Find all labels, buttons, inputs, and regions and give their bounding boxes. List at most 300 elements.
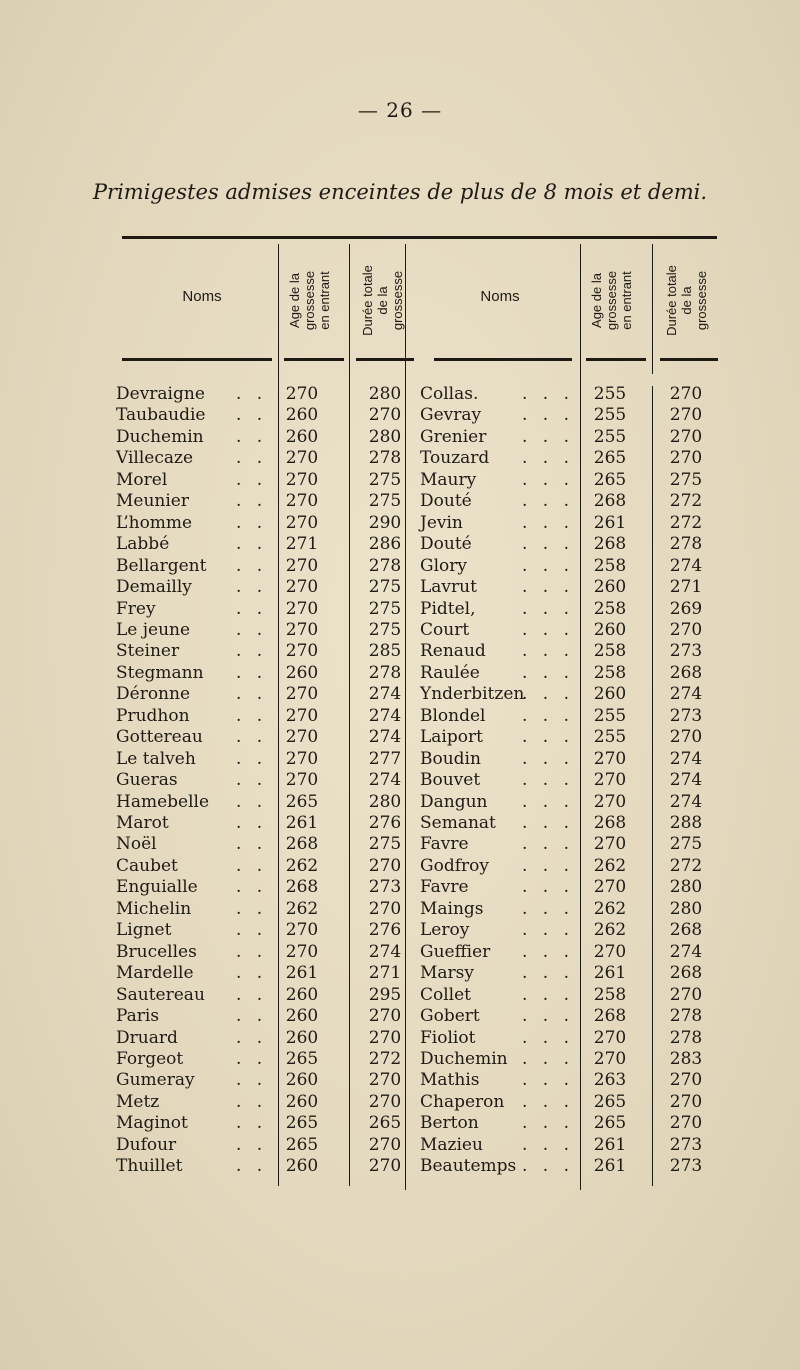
right-name-cell: Berton: [420, 1113, 479, 1134]
right-name-cell: Gevray: [420, 405, 482, 426]
left-duree-cell: 270: [368, 1006, 402, 1027]
left-age-cell: 260: [285, 984, 319, 1005]
left-duree-cell: 274: [368, 727, 402, 748]
header-age-left: Age de la grossesse en entrant: [287, 270, 333, 330]
left-name-cell: Thuillet: [116, 1156, 183, 1177]
leader-dots: . . .: [522, 619, 575, 640]
left-age-cell: 270: [285, 705, 319, 726]
left-age-cell: 270: [285, 727, 319, 748]
right-name-cell: Favre: [420, 877, 469, 898]
leader-dots: . . .: [522, 898, 575, 919]
left-duree-cell: 274: [368, 684, 402, 705]
header-noms-left: Noms: [182, 288, 222, 305]
left-duree-cell: 295: [368, 984, 402, 1005]
left-name-cell: Gueras: [116, 770, 178, 791]
left-age-cell: 270: [285, 491, 319, 512]
table-row: [0, 491, 800, 512]
right-duree-cell: 278: [669, 534, 703, 555]
leader-dots: . . .: [522, 684, 575, 705]
left-duree-cell: 275: [368, 577, 402, 598]
leader-dots: . . .: [522, 405, 575, 426]
table-row: [0, 513, 800, 534]
right-duree-cell: 272: [669, 491, 703, 512]
leader-dots: . . .: [522, 534, 575, 555]
leader-dots: . .: [236, 534, 268, 555]
left-name-cell: Labbé: [116, 534, 170, 555]
right-age-cell: 258: [593, 555, 627, 576]
leader-dots: . . .: [522, 426, 575, 447]
left-name-cell: Forgeot: [116, 1048, 184, 1069]
left-name-cell: Paris: [116, 1006, 160, 1027]
right-age-cell: 261: [593, 512, 627, 533]
left-name-cell: Devraigne: [116, 384, 205, 404]
right-duree-cell: 272: [669, 512, 703, 533]
right-duree-cell: 274: [669, 941, 703, 962]
leader-dots: . . .: [522, 491, 575, 512]
table-row: [0, 856, 800, 877]
table-row: [0, 684, 800, 705]
left-duree-cell: 275: [368, 598, 402, 619]
right-name-cell: Laiport: [420, 727, 483, 748]
right-name-cell: Fioliot: [420, 1027, 476, 1048]
right-name-cell: Mathis: [420, 1070, 480, 1091]
left-duree-cell: 274: [368, 941, 402, 962]
left-duree-cell: 270: [368, 1091, 402, 1112]
right-age-cell: 265: [593, 1113, 627, 1134]
table-row: [0, 899, 800, 920]
left-name-cell: Stegmann: [116, 662, 204, 683]
table-row: [0, 813, 800, 834]
left-duree-cell: 274: [368, 770, 402, 791]
right-duree-cell: 274: [669, 555, 703, 576]
left-duree-cell: 275: [368, 469, 402, 490]
left-duree-cell: 275: [368, 834, 402, 855]
leader-dots: . . .: [522, 877, 575, 898]
header-duree-right: Durée totale de la grossesse: [663, 264, 709, 336]
leader-dots: . . .: [522, 770, 575, 791]
right-age-cell: 260: [593, 577, 627, 598]
left-name-cell: Duchemin: [116, 426, 204, 447]
leader-dots: . .: [236, 684, 268, 705]
left-age-cell: 270: [285, 941, 319, 962]
left-name-cell: Druard: [116, 1027, 178, 1048]
right-name-cell: Gobert: [420, 1006, 480, 1027]
leader-dots: . . .: [522, 834, 575, 855]
table-row: [0, 963, 800, 984]
left-age-cell: 260: [285, 426, 319, 447]
leader-dots: . .: [236, 1091, 268, 1112]
table-row: [0, 985, 800, 1006]
left-age-cell: 262: [285, 855, 319, 876]
right-duree-cell: 272: [669, 855, 703, 876]
table-row: [0, 920, 800, 941]
table-row: [0, 1028, 800, 1049]
right-duree-cell: 273: [669, 1134, 703, 1155]
right-name-cell: Douté: [420, 491, 472, 512]
leader-dots: . .: [236, 405, 268, 426]
right-name-cell: Grenier: [420, 426, 487, 447]
leader-dots: . . .: [522, 469, 575, 490]
right-duree-cell: 270: [669, 384, 703, 404]
right-age-cell: 270: [593, 941, 627, 962]
leader-dots: . .: [236, 963, 268, 984]
table-row: [0, 1135, 800, 1156]
left-duree-cell: 277: [368, 748, 402, 769]
left-name-cell: Michelin: [116, 898, 192, 919]
leader-dots: . . .: [522, 512, 575, 533]
left-age-cell: 265: [285, 1134, 319, 1155]
leader-dots: . .: [236, 770, 268, 791]
table-row: [0, 599, 800, 620]
table-row: [0, 792, 800, 813]
leader-dots: . . .: [522, 1156, 575, 1177]
right-name-cell: Blondel: [420, 705, 486, 726]
page-title: Primigestes admises enceintes de plus de 8 mois et demi.: [92, 180, 708, 204]
left-age-cell: 270: [285, 555, 319, 576]
right-age-cell: 263: [593, 1070, 627, 1091]
left-age-cell: 260: [285, 1027, 319, 1048]
right-age-cell: 268: [593, 491, 627, 512]
right-duree-cell: 273: [669, 641, 703, 662]
left-duree-cell: 270: [368, 1134, 402, 1155]
table-row: [0, 556, 800, 577]
left-name-cell: Mardelle: [116, 963, 194, 984]
leader-dots: . . .: [522, 1113, 575, 1134]
leader-dots: . . .: [522, 448, 575, 469]
right-duree-cell: 270: [669, 448, 703, 469]
left-duree-cell: 290: [368, 512, 402, 533]
table-row: [0, 405, 800, 426]
left-age-cell: 262: [285, 898, 319, 919]
header-rule: [284, 358, 344, 361]
left-name-cell: L’homme: [116, 512, 193, 533]
right-duree-cell: 283: [669, 1048, 703, 1069]
right-age-cell: 255: [593, 384, 627, 404]
left-age-cell: 268: [285, 877, 319, 898]
right-name-cell: Court: [420, 619, 470, 640]
leader-dots: . . .: [522, 641, 575, 662]
left-age-cell: 270: [285, 598, 319, 619]
leader-dots: . .: [236, 598, 268, 619]
right-duree-cell: 270: [669, 727, 703, 748]
leader-dots: . .: [236, 834, 268, 855]
left-age-cell: 270: [285, 619, 319, 640]
right-duree-cell: 274: [669, 770, 703, 791]
leader-dots: . . .: [522, 1048, 575, 1069]
right-duree-cell: 268: [669, 963, 703, 984]
table-top-rule: [122, 236, 717, 239]
right-name-cell: Gueffier: [420, 941, 491, 962]
left-duree-cell: 280: [368, 791, 402, 812]
left-age-cell: 270: [285, 448, 319, 469]
table-row: [0, 770, 800, 791]
left-duree-cell: 270: [368, 1027, 402, 1048]
right-duree-cell: 278: [669, 1006, 703, 1027]
left-age-cell: 270: [285, 512, 319, 533]
left-name-cell: Le jeune: [116, 619, 191, 640]
left-age-cell: 260: [285, 662, 319, 683]
left-name-cell: Lignet: [116, 920, 172, 941]
leader-dots: . .: [236, 855, 268, 876]
leader-dots: . . .: [522, 963, 575, 984]
right-duree-cell: 270: [669, 619, 703, 640]
right-duree-cell: 274: [669, 684, 703, 705]
left-name-cell: Demailly: [116, 577, 192, 598]
right-duree-cell: 274: [669, 791, 703, 812]
table-row: [0, 942, 800, 963]
table-row: [0, 1113, 800, 1134]
right-duree-cell: 270: [669, 984, 703, 1005]
leader-dots: . .: [236, 491, 268, 512]
right-age-cell: 270: [593, 1048, 627, 1069]
right-duree-cell: 278: [669, 1027, 703, 1048]
right-duree-cell: 270: [669, 1070, 703, 1091]
right-name-cell: Pidtel,: [420, 598, 476, 619]
right-duree-cell: 270: [669, 1113, 703, 1134]
leader-dots: . . .: [522, 920, 575, 941]
leader-dots: . .: [236, 748, 268, 769]
leader-dots: . . .: [522, 791, 575, 812]
right-age-cell: 270: [593, 791, 627, 812]
left-duree-cell: 286: [368, 534, 402, 555]
right-name-cell: Collas.: [420, 384, 479, 404]
right-age-cell: 261: [593, 1156, 627, 1177]
leader-dots: . .: [236, 469, 268, 490]
header-age-right: Age de la grossesse en entrant: [589, 270, 635, 330]
left-age-cell: 260: [285, 1070, 319, 1091]
left-name-cell: Caubet: [116, 855, 178, 876]
leader-dots: . .: [236, 813, 268, 833]
right-age-cell: 270: [593, 748, 627, 769]
right-name-cell: Ynderbitzen: [420, 684, 525, 705]
left-name-cell: Enguialle: [116, 877, 198, 898]
table-row: [0, 1156, 800, 1177]
left-duree-cell: 265: [368, 1113, 402, 1134]
left-age-cell: 265: [285, 1048, 319, 1069]
left-age-cell: 268: [285, 834, 319, 855]
table-row: [0, 577, 800, 598]
right-name-cell: Jevin: [420, 512, 463, 533]
leader-dots: . . .: [522, 748, 575, 769]
left-duree-cell: 270: [368, 855, 402, 876]
table-row: [0, 1006, 800, 1027]
table-row: [0, 877, 800, 898]
table-row: [0, 706, 800, 727]
right-duree-cell: 275: [669, 469, 703, 490]
column-divider: [652, 244, 653, 374]
left-age-cell: 271: [285, 534, 319, 555]
right-name-cell: Godfroy: [420, 855, 489, 876]
table-row: [0, 470, 800, 491]
right-name-cell: Douté: [420, 534, 472, 555]
left-duree-cell: 274: [368, 705, 402, 726]
left-duree-cell: 280: [368, 384, 402, 404]
right-age-cell: 270: [593, 834, 627, 855]
leader-dots: . . .: [522, 1134, 575, 1155]
leader-dots: . .: [236, 1027, 268, 1048]
right-age-cell: 258: [593, 641, 627, 662]
left-duree-cell: 276: [368, 920, 402, 941]
right-age-cell: 255: [593, 405, 627, 426]
leader-dots: . .: [236, 1134, 268, 1155]
table-row: [0, 641, 800, 662]
right-duree-cell: 288: [669, 813, 703, 833]
right-age-cell: 260: [593, 684, 627, 705]
right-duree-cell: 270: [669, 426, 703, 447]
right-age-cell: 268: [593, 813, 627, 833]
right-age-cell: 258: [593, 984, 627, 1005]
right-name-cell: Dangun: [420, 791, 488, 812]
leader-dots: . .: [236, 1156, 268, 1177]
right-name-cell: Marsy: [420, 963, 474, 984]
left-name-cell: Brucelles: [116, 941, 197, 962]
leader-dots: . . .: [522, 1006, 575, 1027]
leader-dots: . .: [236, 512, 268, 533]
right-name-cell: Raulée: [420, 662, 480, 683]
right-name-cell: Beautemps: [420, 1156, 517, 1177]
right-duree-cell: 275: [669, 834, 703, 855]
right-age-cell: 255: [593, 727, 627, 748]
leader-dots: . . .: [522, 1070, 575, 1091]
left-name-cell: Frey: [116, 598, 156, 619]
leader-dots: . .: [236, 641, 268, 662]
leader-dots: . .: [236, 577, 268, 598]
header-duree-left: Durée totale de la grossesse: [359, 264, 405, 336]
left-age-cell: 260: [285, 1091, 319, 1112]
leader-dots: . .: [236, 877, 268, 898]
table-row: [0, 448, 800, 469]
table-row: [0, 620, 800, 641]
table-row: [0, 384, 800, 405]
right-duree-cell: 269: [669, 598, 703, 619]
left-duree-cell: 278: [368, 662, 402, 683]
left-name-cell: Sautereau: [116, 984, 205, 1005]
right-duree-cell: 273: [669, 705, 703, 726]
header-rule: [122, 358, 272, 361]
header-rule: [586, 358, 646, 361]
left-name-cell: Prudhon: [116, 705, 190, 726]
left-name-cell: Villecaze: [116, 448, 194, 469]
left-age-cell: 270: [285, 920, 319, 941]
right-duree-cell: 268: [669, 920, 703, 941]
right-age-cell: 270: [593, 1027, 627, 1048]
right-name-cell: Leroy: [420, 920, 470, 941]
right-name-cell: Semanat: [420, 813, 496, 833]
right-duree-cell: 274: [669, 748, 703, 769]
header-noms-right: Noms: [480, 288, 520, 305]
right-age-cell: 270: [593, 770, 627, 791]
leader-dots: . .: [236, 1070, 268, 1091]
leader-dots: . .: [236, 941, 268, 962]
left-duree-cell: 270: [368, 898, 402, 919]
header-rule: [660, 358, 718, 361]
right-age-cell: 262: [593, 855, 627, 876]
right-name-cell: Renaud: [420, 641, 486, 662]
right-age-cell: 265: [593, 469, 627, 490]
leader-dots: . .: [236, 898, 268, 919]
right-name-cell: Duchemin: [420, 1048, 508, 1069]
left-duree-cell: 278: [368, 555, 402, 576]
left-age-cell: 265: [285, 1113, 319, 1134]
left-age-cell: 260: [285, 405, 319, 426]
left-duree-cell: 270: [368, 405, 402, 426]
table-row: [0, 1049, 800, 1070]
left-name-cell: Maginot: [116, 1113, 188, 1134]
right-duree-cell: 271: [669, 577, 703, 598]
leader-dots: . . .: [522, 984, 575, 1005]
leader-dots: . . .: [522, 555, 575, 576]
left-age-cell: 270: [285, 577, 319, 598]
left-age-cell: 260: [285, 1006, 319, 1027]
left-name-cell: Taubaudie: [116, 405, 206, 426]
right-age-cell: 261: [593, 963, 627, 984]
left-name-cell: Dufour: [116, 1134, 177, 1155]
right-age-cell: 268: [593, 534, 627, 555]
left-age-cell: 270: [285, 384, 319, 404]
left-duree-cell: 285: [368, 641, 402, 662]
left-age-cell: 270: [285, 469, 319, 490]
left-duree-cell: 280: [368, 426, 402, 447]
table-row: [0, 1092, 800, 1113]
left-duree-cell: 270: [368, 1156, 402, 1177]
left-name-cell: Morel: [116, 469, 168, 490]
left-duree-cell: 270: [368, 1070, 402, 1091]
right-duree-cell: 268: [669, 662, 703, 683]
left-name-cell: Le talveh: [116, 748, 196, 769]
right-age-cell: 258: [593, 662, 627, 683]
right-name-cell: Collet: [420, 984, 472, 1005]
right-duree-cell: 280: [669, 898, 703, 919]
table-row: [0, 727, 800, 748]
leader-dots: . .: [236, 555, 268, 576]
leader-dots: . .: [236, 1048, 268, 1069]
right-name-cell: Maury: [420, 469, 477, 490]
right-name-cell: Mazieu: [420, 1134, 483, 1155]
leader-dots: . . .: [522, 855, 575, 876]
leader-dots: . . .: [522, 813, 575, 833]
left-duree-cell: 275: [368, 491, 402, 512]
leader-dots: . . .: [522, 662, 575, 683]
right-age-cell: 270: [593, 877, 627, 898]
left-age-cell: 261: [285, 813, 319, 833]
leader-dots: . . .: [522, 598, 575, 619]
right-name-cell: Chaperon: [420, 1091, 505, 1112]
table-row: [0, 834, 800, 855]
table-row: [0, 749, 800, 770]
leader-dots: . .: [236, 662, 268, 683]
right-name-cell: Boudin: [420, 748, 481, 769]
right-name-cell: Favre: [420, 834, 469, 855]
left-duree-cell: 275: [368, 619, 402, 640]
leader-dots: . .: [236, 791, 268, 812]
left-age-cell: 265: [285, 791, 319, 812]
table-row: [0, 1070, 800, 1091]
left-name-cell: Noël: [116, 834, 157, 855]
right-duree-cell: 273: [669, 1156, 703, 1177]
leader-dots: . . .: [522, 384, 575, 404]
leader-dots: . .: [236, 448, 268, 469]
right-duree-cell: 280: [669, 877, 703, 898]
leader-dots: . . .: [522, 727, 575, 748]
leader-dots: . . .: [522, 577, 575, 598]
left-name-cell: Gumeray: [116, 1070, 195, 1091]
leader-dots: . .: [236, 705, 268, 726]
leader-dots: . .: [236, 1006, 268, 1027]
right-name-cell: Maings: [420, 898, 484, 919]
leader-dots: . .: [236, 384, 268, 404]
right-age-cell: 265: [593, 1091, 627, 1112]
right-age-cell: 255: [593, 705, 627, 726]
